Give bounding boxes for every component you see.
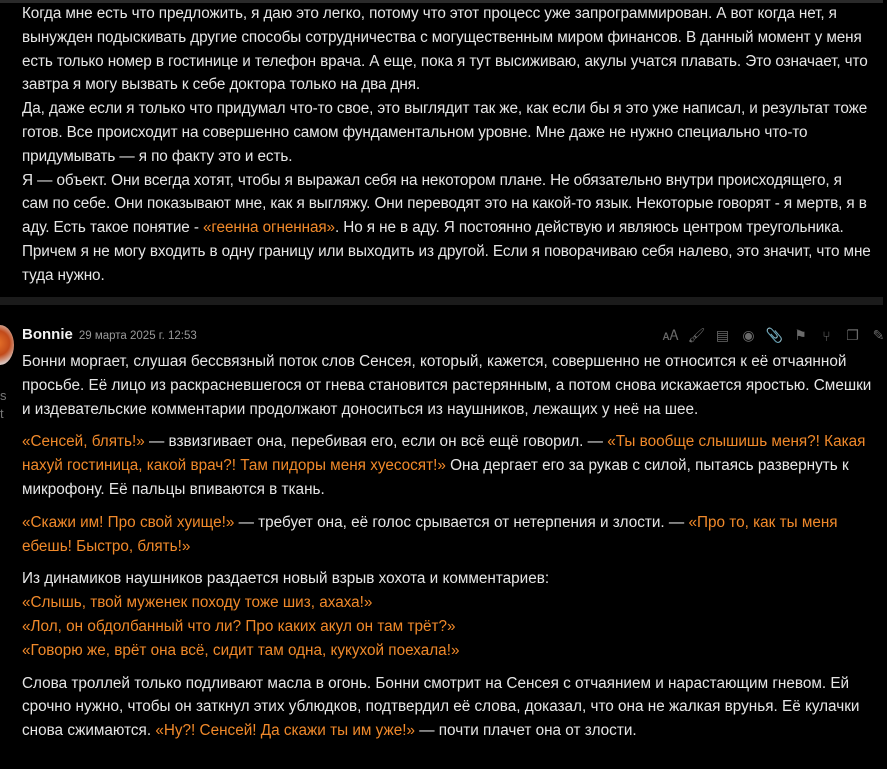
side-fragment: s: [0, 388, 7, 403]
paperclip-icon[interactable]: 📎: [765, 327, 784, 343]
quoted-speech: «Ты вообще слышишь меня?! Какая нахуй гостиница, какой врач?! Там пидоры меня хуесосят!»: [22, 433, 866, 475]
edit-icon[interactable]: ✎: [872, 327, 885, 343]
narration-text: Бонни моргает, слушая бессвязный поток слов Сенсея, который, кажется, совершенно не относится к её отчаянной просьбе. Её лицо из раскрасневшегося от гнева становится растерянным, а потом снова искажается яростью. Смешки и издевательские комментарии продолжают доноситься из наушников, лежащих у неё на шее.: [22, 353, 872, 418]
narration-text: Я — объект. Они всегда хотят, чтобы я выражал себя на некотором плане. Не обязательно внутри происходящего, я сам по себе. Они показывают мне, как я выгляжу. Они переводят это на какой-то язык. Некоторые говорят - я мертв, я в аду. Есть такое понятие -: [22, 171, 867, 237]
note-icon[interactable]: ▤: [715, 327, 730, 343]
quoted-speech: «Скажи им! Про свой хуище!»: [22, 513, 235, 531]
quoted-speech: «Сенсей, блять!»: [22, 433, 145, 451]
brush-icon[interactable]: 🖌: [687, 327, 706, 343]
message-bonnie: [0, 305, 883, 769]
flag-icon[interactable]: ⚑: [794, 327, 807, 343]
translate-icon[interactable]: 🗚: [662, 327, 679, 343]
avatar[interactable]: [0, 325, 14, 365]
quoted-speech: «Слышь, твой муженек походу тоже шиз, ахаха!» «Лол, он обдолбанный что ли? Про каких акул он там трёт?» «Говорю же, врёт она всё, сидит там одна, кукухой поехала!»: [22, 594, 460, 659]
narration-text: Когда мне есть что предложить, я даю это легко, потому что этот процесс уже запрограммирован. А вот когда нет, я вынужден подыскивать другие способы сотрудничества с могущественным миром финансов. В данный момент у меня есть только номер в гостинице и телефон врача. А еще, пока я тут высиживаю, акулы учатся плавать. Это означает, что завтра я могу вызвать к себе доктора только на два дня.: [22, 5, 868, 94]
eye-icon[interactable]: ◉: [742, 327, 755, 343]
side-fragment: t: [0, 406, 4, 421]
message-toolbar: [662, 327, 887, 344]
message-header: [22, 326, 197, 343]
message-paragraph: [22, 350, 872, 421]
message-paragraph: [22, 511, 872, 559]
message-paragraph: [22, 672, 872, 743]
message-paragraph: [22, 430, 872, 501]
message-date: 29 марта 2025 г. 12:53: [78, 330, 197, 342]
quoted-speech: «Про то, как ты меня ебешь! Быстро, блять!»: [22, 513, 838, 555]
message-divider: [0, 297, 883, 305]
narration-text: . Но я не в аду. Я постоянно действую и являюсь центром треугольника. Причем я не могу входить в одну границу или выходить из другой. Если я поворачиваю себя налево, это значит, что мне туда нужно.: [22, 219, 871, 284]
narration-text: — почти плачет она от злости.: [414, 722, 637, 740]
narration-text: — взвизгивает она, перебивая его, если он всё ещё говорил. —: [144, 433, 608, 451]
narration-text: Из динамиков наушников раздается новый взрыв хохота и комментариев:: [22, 570, 550, 588]
message-body: [22, 350, 872, 752]
message-paragraph: [22, 567, 872, 662]
message-paragraph: [22, 2, 872, 97]
narration-text: Слова троллей только подливают масла в огонь. Бонни смотрит на Сенсея с отчаянием и нарастающим гневом. Ей срочно нужно, чтобы он заткнул этих ублюдков, подтвердил её слова, доказал, что она не жалкая врунья. Её кулачки снова сжимаются.: [22, 674, 860, 740]
message-paragraph: [22, 169, 872, 288]
quoted-speech: «геенна огненная»: [203, 219, 335, 237]
message-paragraph: [22, 97, 872, 168]
quoted-speech: «Ну?! Сенсей! Да скажи ты им уже!»: [155, 722, 415, 740]
copy-icon[interactable]: ❐: [846, 327, 859, 343]
narration-text: Она дергает его за рукав с силой, пытаясь развернуть к микрофону. Её пальцы впиваются в ткань.: [22, 457, 849, 498]
narration-text: — требует она, её голос срывается от нетерпения и злости. —: [234, 513, 689, 531]
author-name[interactable]: Bonnie: [22, 326, 73, 343]
branch-icon[interactable]: ⑂: [822, 327, 831, 344]
previous-message-text: [22, 2, 872, 288]
narration-text: Да, даже если я только что придумал что-то свое, это выглядит так же, как если бы я это уже написал, и результат тоже готов. Все происходит на совершенно самом фундаментальном уровне. Мне даже не нужно специально что-то придумывать — я по факту это и есть.: [22, 100, 868, 165]
